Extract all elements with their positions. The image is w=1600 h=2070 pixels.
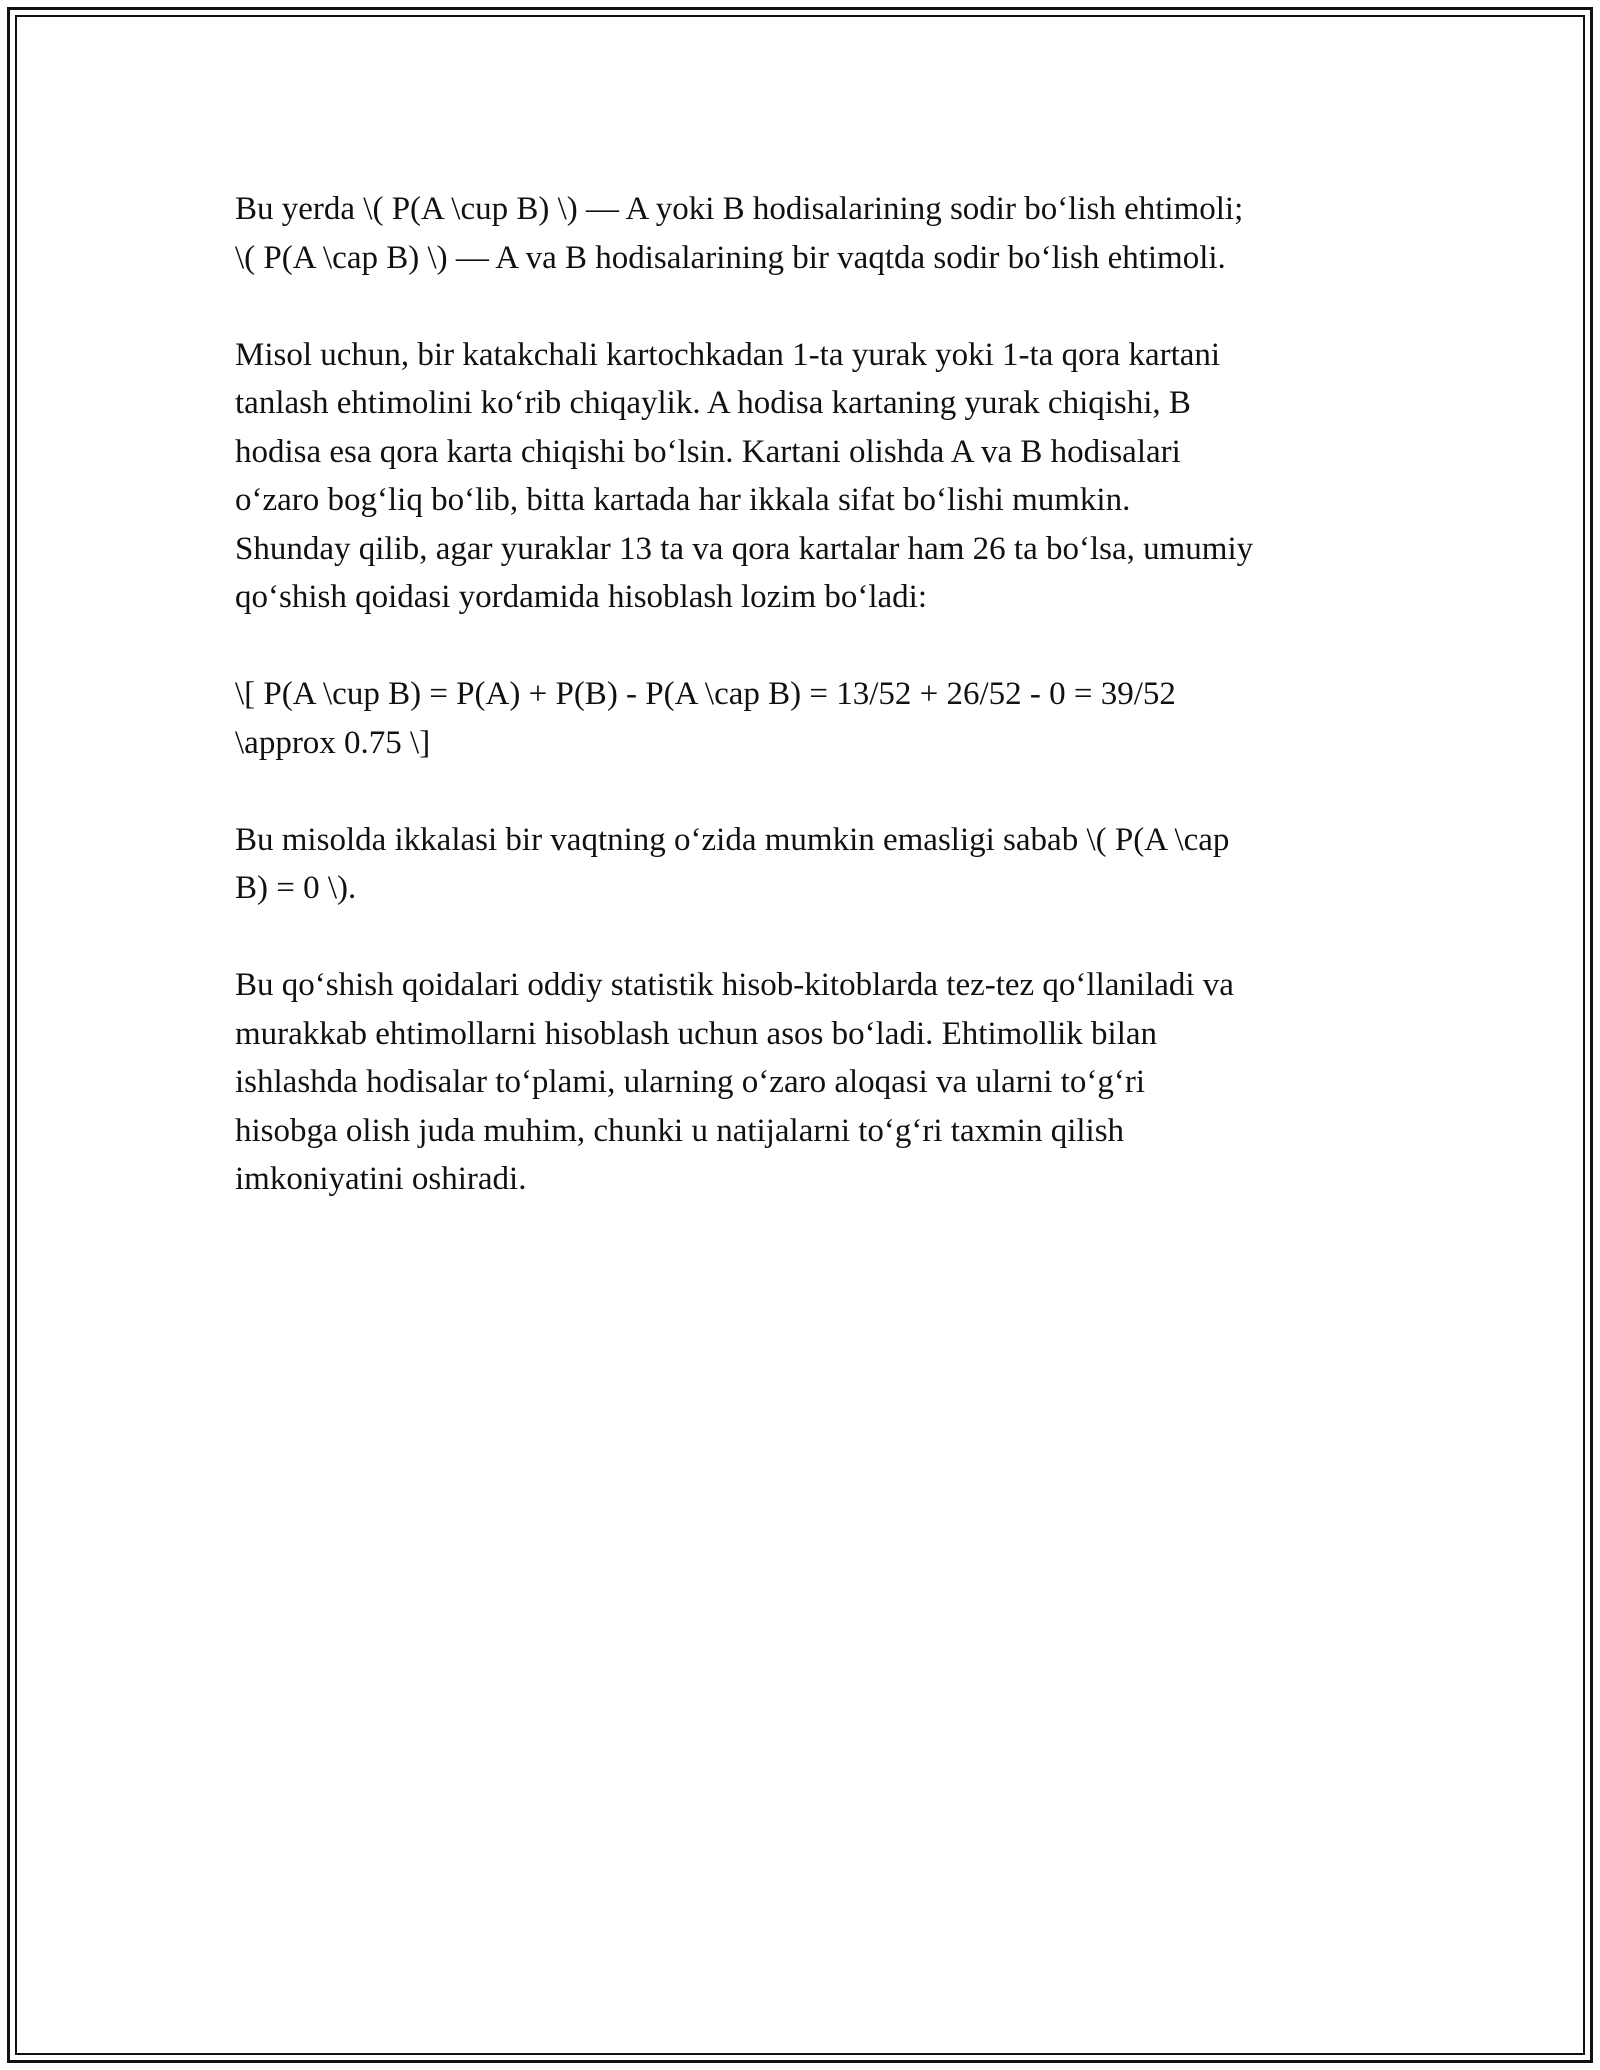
document-body <box>235 185 1370 1252</box>
paragraph-conclusion: Bu qo‘shish qoidalari oddiy statistik hisob-kitoblarda tez-tez qo‘llaniladi va murakkab ehtimollarni hisoblash uchun asos bo‘ladi. Ehtimollik bilan ishlashda hodisalar to‘plami, ularning o‘zaro aloqasi va ularni to‘g‘ri hisobga olish juda muhim, chunki u natijalarni to‘g‘ri taxmin qilish imkoniyatini oshiradi. <box>235 967 1234 1197</box>
paragraph-example: Misol uchun, bir katakchali kartochkadan 1-ta yurak yoki 1-ta qora kartani tanlash ehtimolini ko‘rib chiqaylik. A hodisa kartaning yurak chiqishi, B hodisa esa qora karta chiqishi bo‘lsin. Kartani olishda A va B hodisalari o‘zaro bog‘liq bo‘lib, bitta kartada har ikkala sifat bo‘lishi mumkin. Shunday qilib, agar yuraklar 13 ta va qora kartalar ham 26 ta bo‘lsa, umumiy qo‘shish qoidasi yordamida hisoblash lozim bo‘ladi: <box>235 336 1254 615</box>
paragraph-formula: \[ P(A \cup B) = P(A) + P(B) - P(A \cap B) = 13/52 + 26/52 - 0 = 39/52 \approx 0.75 \] <box>235 676 1176 761</box>
paragraph-definitions: Bu yerda \( P(A \cup B) \) — A yoki B hodisalarining sodir bo‘lish ehtimoli; \( P(A \cap B) \) — A va B hodisalarining bir vaqtda sodir bo‘lish ehtimoli. <box>235 191 1244 276</box>
paragraph-note: Bu misolda ikkalasi bir vaqtning o‘zida mumkin emasligi sabab \( P(A \cap B) = 0 \). <box>235 821 1230 906</box>
